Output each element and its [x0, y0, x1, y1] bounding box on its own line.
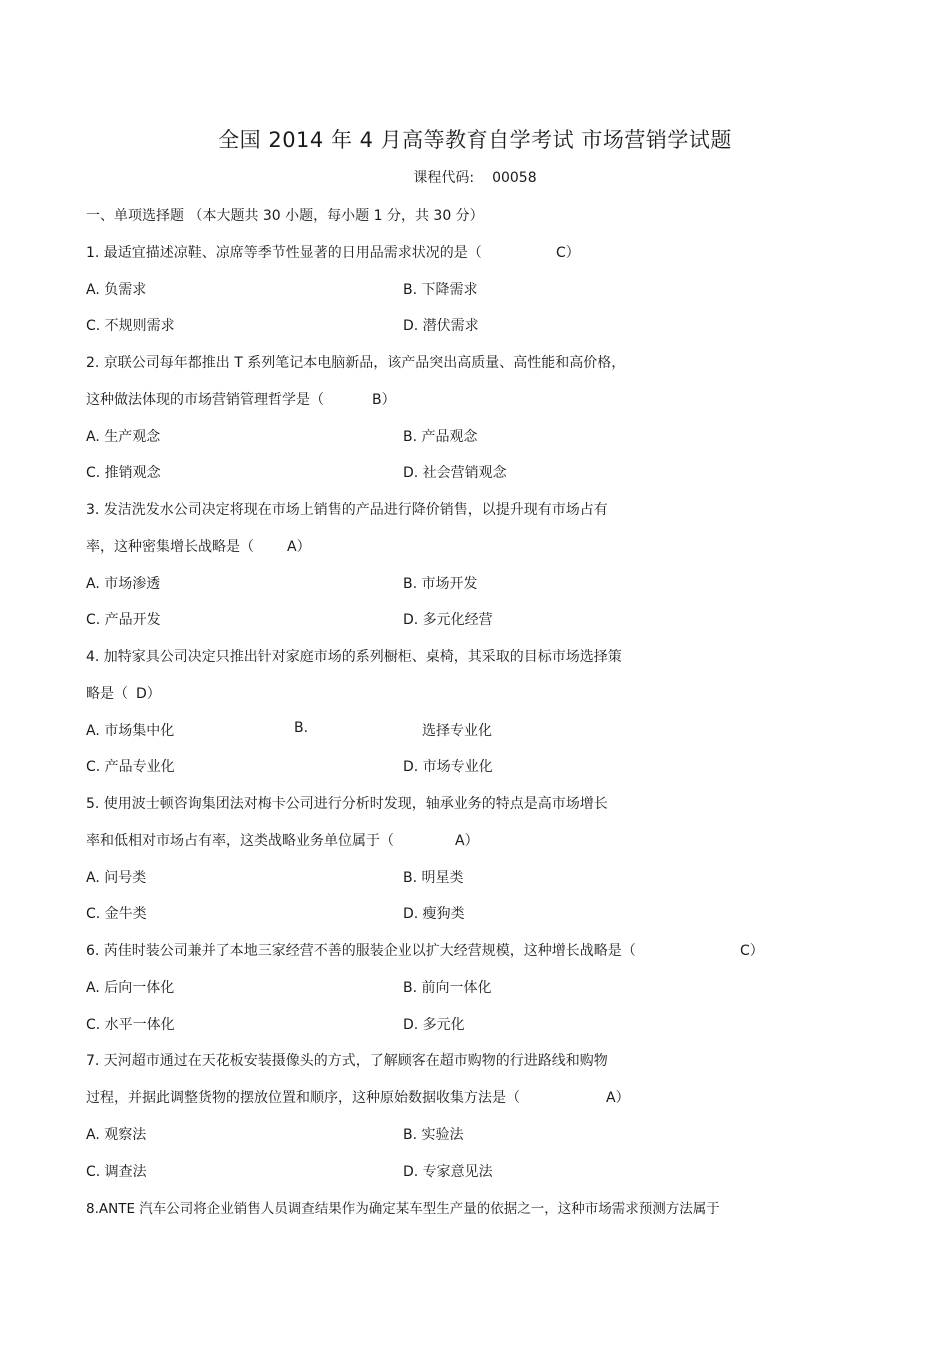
question-8-stem: 8.ANTE 汽车公司将企业销售人员调查结果作为确定某车型生产量的依据之一，这种市场需求预测方法属于	[86, 1201, 720, 1217]
question-7-option-c: C. 调查法	[86, 1164, 147, 1180]
course-code	[0, 167, 950, 187]
question-1-option-b: B. 下降需求	[403, 282, 478, 298]
page-title: 全国 2014 年 4 月高等教育自学考试 市场营销学试题	[218, 128, 732, 152]
question-5-option-a: A. 问号类	[86, 870, 147, 886]
question-7-option-a: A. 观察法	[86, 1127, 147, 1143]
question-3-option-c: C. 产品开发	[86, 612, 161, 628]
question-4-option-b-letter: B.	[294, 720, 309, 736]
question-6-option-a: A. 后向一体化	[86, 980, 175, 996]
question-6-option-b: B. 前向一体化	[403, 980, 492, 996]
question-5-stem-line-2: 率和低相对市场占有率，这类战略业务单位属于（	[86, 833, 394, 849]
question-4-stem-line-1: 4. 加特家具公司决定只推出针对家庭市场的系列橱柜、桌椅，其采取的目标市场选择策	[86, 649, 622, 665]
section-heading: 一、单项选择题 （本大题共 30 小题，每小题 1 分，共 30 分）	[86, 208, 484, 224]
question-4-answer: D）	[136, 686, 161, 702]
question-4-stem-line-2: 略是（	[86, 686, 128, 702]
question-1-option-a: A. 负需求	[86, 282, 147, 298]
question-7-stem-line-2: 过程，并据此调整货物的摆放位置和顺序，这种原始数据收集方法是（	[86, 1090, 520, 1106]
question-5-stem-line-1: 5. 使用波士顿咨询集团法对梅卡公司进行分析时发现，轴承业务的特点是高市场增长	[86, 796, 608, 812]
question-1-option-c: C. 不规则需求	[86, 318, 175, 334]
question-3-option-b: B. 市场开发	[403, 576, 478, 592]
question-1-answer: C）	[556, 245, 580, 261]
question-2-stem-line-2: 这种做法体现的市场营销管理哲学是（	[86, 392, 324, 408]
question-4-option-b-text: 选择专业化	[422, 723, 492, 739]
question-6-option-d: D. 多元化	[403, 1017, 465, 1033]
question-7-answer: A）	[606, 1090, 630, 1106]
question-7-stem-line-1: 7. 天河超市通过在天花板安装摄像头的方式，了解顾客在超市购物的行进路线和购物	[86, 1053, 608, 1069]
question-5-option-d: D. 瘦狗类	[403, 906, 465, 922]
question-4-option-d: D. 市场专业化	[403, 759, 493, 775]
question-2-option-d: D. 社会营销观念	[403, 465, 507, 481]
question-6-answer: C）	[740, 943, 764, 959]
question-2-answer: B）	[372, 392, 396, 408]
question-1-stem: 1. 最适宜描述凉鞋、凉席等季节性显著的日用品需求状况的是（	[86, 245, 482, 261]
question-7-option-d: D. 专家意见法	[403, 1164, 493, 1180]
question-3-answer: A）	[287, 539, 311, 555]
question-7-option-b: B. 实验法	[403, 1127, 464, 1143]
question-3-stem-line-2: 率，这种密集增长战略是（	[86, 539, 254, 555]
course-code-value: 00058	[492, 170, 537, 186]
question-2-option-c: C. 推销观念	[86, 465, 161, 481]
question-6-option-c: C. 水平一体化	[86, 1017, 175, 1033]
question-4-option-a: A. 市场集中化	[86, 723, 175, 739]
question-1-option-d: D. 潜伏需求	[403, 318, 479, 334]
question-2-option-a: A. 生产观念	[86, 429, 161, 445]
question-3-option-a: A. 市场渗透	[86, 576, 161, 592]
course-code-label: 课程代码:	[413, 170, 475, 186]
question-5-option-c: C. 金牛类	[86, 906, 147, 922]
question-5-option-b: B. 明星类	[403, 870, 464, 886]
question-5-answer: A）	[455, 833, 479, 849]
question-2-stem-line-1: 2. 京联公司每年都推出 T 系列笔记本电脑新品，该产品突出高质量、高性能和高价格，	[86, 355, 626, 371]
question-6-stem: 6. 芮佳时装公司兼并了本地三家经营不善的服装企业以扩大经营规模，这种增长战略是（	[86, 943, 636, 959]
question-3-stem-line-1: 3. 发洁洗发水公司决定将现在市场上销售的产品进行降价销售，以提升现有市场占有	[86, 502, 608, 518]
question-3-option-d: D. 多元化经营	[403, 612, 493, 628]
question-4-option-c: C. 产品专业化	[86, 759, 175, 775]
question-2-option-b: B. 产品观念	[403, 429, 478, 445]
